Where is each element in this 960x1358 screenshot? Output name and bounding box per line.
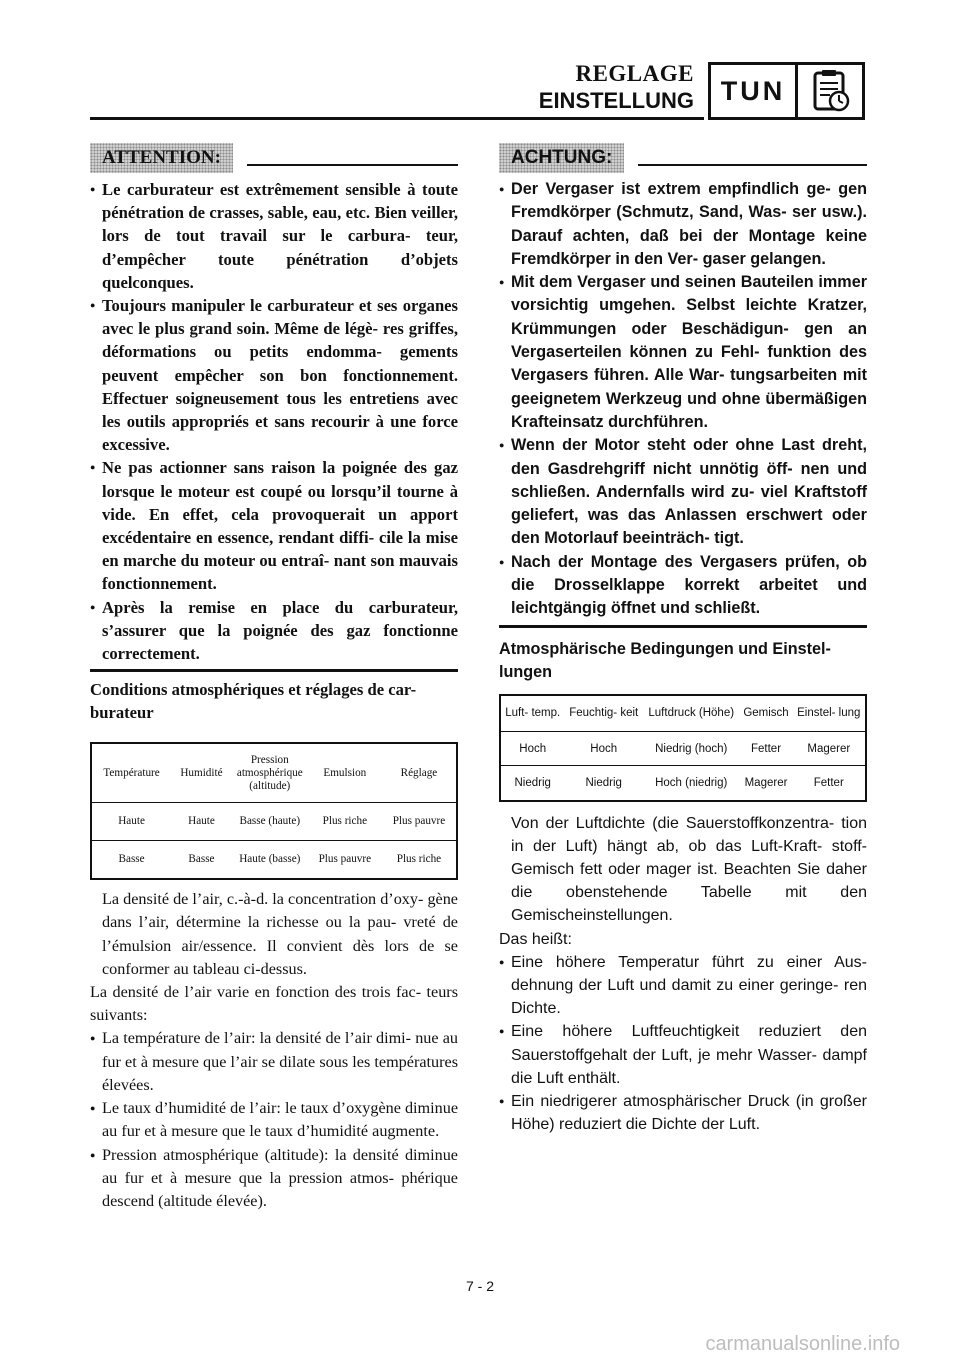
table-header-cell: Einstel- lung: [797, 707, 861, 720]
paragraph-fr-1: La densité de l’air, c.-à-d. la concentration d’oxy- gène dans l’air, détermine la richesse ou la pau- vreté de l’émulsion air/essence. Il convient dès lors de se conformer au tableau ci-dessus.: [102, 890, 458, 978]
table-cell: Plus pauvre: [392, 814, 446, 827]
factor-item-de: ● Eine höhere Temperatur führt zu einer Aus- dehnung der Luft und damit zu einer geringe- ren Dichte.: [499, 951, 867, 1021]
caution-item-fr: ● Le carburateur est extrêmement sensible à toute pénétration de crasses, sable, eau, etc. Bien veiller, lors de tout travail sur le carbura- teur, d’empêcher toute pénétration d’objets quelconques.: [90, 178, 458, 294]
factor-item-de: ● Eine höhere Luftfeuchtigkeit reduziert den Sauerstoffgehalt der Luft, je mehr Wasser- dampf die Luft enthält.: [499, 1020, 867, 1090]
table-header-row: [501, 696, 865, 732]
caution-header-de: [499, 138, 867, 178]
paragraph-fr-2: La densité de l’air varie en fonction des trois fac- teurs suivants:: [90, 983, 458, 1025]
table-cell: Basse: [118, 853, 145, 866]
french-column: [90, 138, 458, 1213]
table-cell: Haute (basse): [239, 853, 301, 866]
table-row: [92, 840, 456, 878]
table-cell: Magerer: [807, 742, 851, 755]
caution-list-fr: [90, 178, 458, 665]
header-rule: [90, 117, 704, 120]
table-header-cell: Feuchtig- keit: [569, 707, 639, 720]
page-number: 7 - 2: [465, 1278, 494, 1294]
table-header-cell: Humidité: [180, 766, 223, 779]
table-header-cell: Pression atmosphérique (altitude): [236, 753, 303, 792]
table-cell: Niedrig: [514, 776, 551, 789]
caution-header-fr: [90, 138, 458, 178]
section-tab: [708, 62, 865, 120]
table-header-cell: Luft- temp.: [505, 707, 561, 720]
section-code: TUN: [711, 65, 798, 117]
caution-line-fr: [247, 164, 458, 166]
factor-item-fr: ● La température de l’air: la densité de l’air dimi- nue au fur et à mesure que l’air se dilate sous les températures élevées.: [90, 1027, 458, 1097]
table-cell: Magerer: [744, 776, 788, 789]
factor-item-de: ● Ein niedrigerer atmosphärischer Druck (in großer Höhe) reduziert die Dichte der Luft.: [499, 1090, 867, 1136]
table-header-cell: Température: [103, 766, 160, 779]
caution-item-de: ● Mit dem Vergaser und seinen Bauteilen immer vorsichtig umgehen. Selbst leichte Kratzer, Krümmungen oder Beschädigun- gen an Vergaserteilen können zu Fehl- funktion des Vergasers führen. Alle War- tungsarbeiten mit geeignetem Werkzeug und ohne übermäßigen Krafteinsatz durchführen.: [499, 271, 867, 434]
table-cell: Plus pauvre: [318, 853, 372, 866]
conditions-title-de: Atmosphärische Bedingungen und Einstel- lungen: [499, 639, 831, 681]
table-cell: Haute: [118, 814, 145, 827]
table-cell: Niedrig: [585, 776, 622, 789]
caution-item-fr: ● Toujours manipuler le carburateur et ses organes avec le plus grand soin. Même de légè- res griffes, déformations ou petits endomma- gements peuvent empêcher son bon fonctionnement. Effectuer soigneusement tous les entretiens avec les outils appropriés et sans recourir à une force excessive.: [90, 294, 458, 456]
german-column: [499, 138, 867, 1136]
table-row: [92, 802, 456, 840]
caution-line-de: [638, 164, 867, 166]
table-cell: Fetter: [750, 742, 782, 755]
caution-item-de: ● Wenn der Motor steht oder ohne Last dreht, den Gasdrehgriff nicht unnötig öff- nen und schließen. Andernfalls wird zu- viel Kraftstoff geliefert, was das Anlassen erschwert oder den Motorlauf beeinträch- tigt.: [499, 434, 867, 550]
header-title-de: EINSTELLUNG: [538, 88, 694, 113]
table-cell: Plus riche: [322, 814, 368, 827]
table-header-cell: Luftdruck (Höhe): [648, 707, 735, 720]
caution-item-fr: ● Ne pas actionner sans raison la poignée des gaz lorsque le moteur est coupé ou lorsqu’il tourne à vide. En effet, cela provoquerait un apport excédentaire en essence, rendant diffi- cile la mise en marche du moteur ou entraî- nant son mauvais fonctionnement.: [90, 456, 458, 595]
conditions-table-fr: [90, 742, 458, 880]
table-cell: Plus riche: [396, 853, 442, 866]
caution-label-fr: ATTENTION:: [90, 143, 233, 173]
caution-label-de: ACHTUNG:: [499, 143, 624, 173]
table-header-cell: Emulsion: [323, 766, 367, 779]
table-header-cell: Réglage: [400, 766, 438, 779]
table-cell: Hoch: [590, 742, 618, 755]
table-header-cell: Gemisch: [743, 707, 789, 720]
factor-item-fr: ● Pression atmosphérique (altitude): la densité diminue au fur et à mesure que la pression atmos- phérique descend (altitude élevée).: [90, 1144, 458, 1214]
paragraph-de-2: Das heißt:: [499, 930, 572, 948]
factor-item-fr: ● Le taux d’humidité de l’air: le taux d’oxygène diminue au fur et à mesure que le taux d’humidité augmente.: [90, 1097, 458, 1143]
caution-end-rule-fr: [90, 669, 458, 672]
clipboard-stopwatch-icon: [798, 65, 862, 117]
factor-list-de: [499, 951, 867, 1137]
header-title-fr: REGLAGE: [575, 61, 694, 86]
table-cell: Hoch (niedrig): [655, 776, 728, 789]
caution-end-rule-de: [499, 625, 867, 628]
conditions-table-de: [499, 694, 867, 802]
table-cell: Fetter: [813, 776, 844, 789]
table-row: [501, 732, 865, 766]
caution-list-de: [499, 178, 867, 621]
factor-list-fr: [90, 1027, 458, 1213]
table-header-row: [92, 744, 456, 802]
table-row: [501, 766, 865, 800]
table-cell: Niedrig (hoch): [655, 742, 728, 755]
table-cell: Hoch: [519, 742, 547, 755]
caution-item-de: ● Nach der Montage des Vergasers prüfen, ob die Drosselklappe korrekt arbeitet und leichtgängig öffnet und schließt.: [499, 551, 867, 621]
table-cell: Basse: [188, 853, 215, 866]
watermark: carmanualsonline.info: [705, 1333, 900, 1355]
table-cell: Haute: [188, 814, 215, 827]
caution-item-de: ● Der Vergaser ist extrem empfindlich ge- gen Fremdkörper (Schmutz, Sand, Was- ser usw.). Darauf achten, daß bei der Montage keine Fremdkörper in den Ver- gaser gelangen.: [499, 178, 867, 271]
caution-item-fr: ● Après la remise en place du carburateur, s’assurer que la poignée des gaz fonctionne correctement.: [90, 596, 458, 666]
conditions-title-fr: Conditions atmosphériques et réglages de car- burateur: [90, 680, 417, 723]
table-cell: Basse (haute): [239, 814, 301, 827]
paragraph-de-1: Von der Luftdichte (die Sauerstoffkonzentra- tion in der Luft) hängt ab, ob das Luft-Kraft- stoff-Gemisch fett oder mager ist. Beachten Sie daher die obenstehende Tabelle mit den Gemischeinstellungen.: [511, 814, 867, 925]
